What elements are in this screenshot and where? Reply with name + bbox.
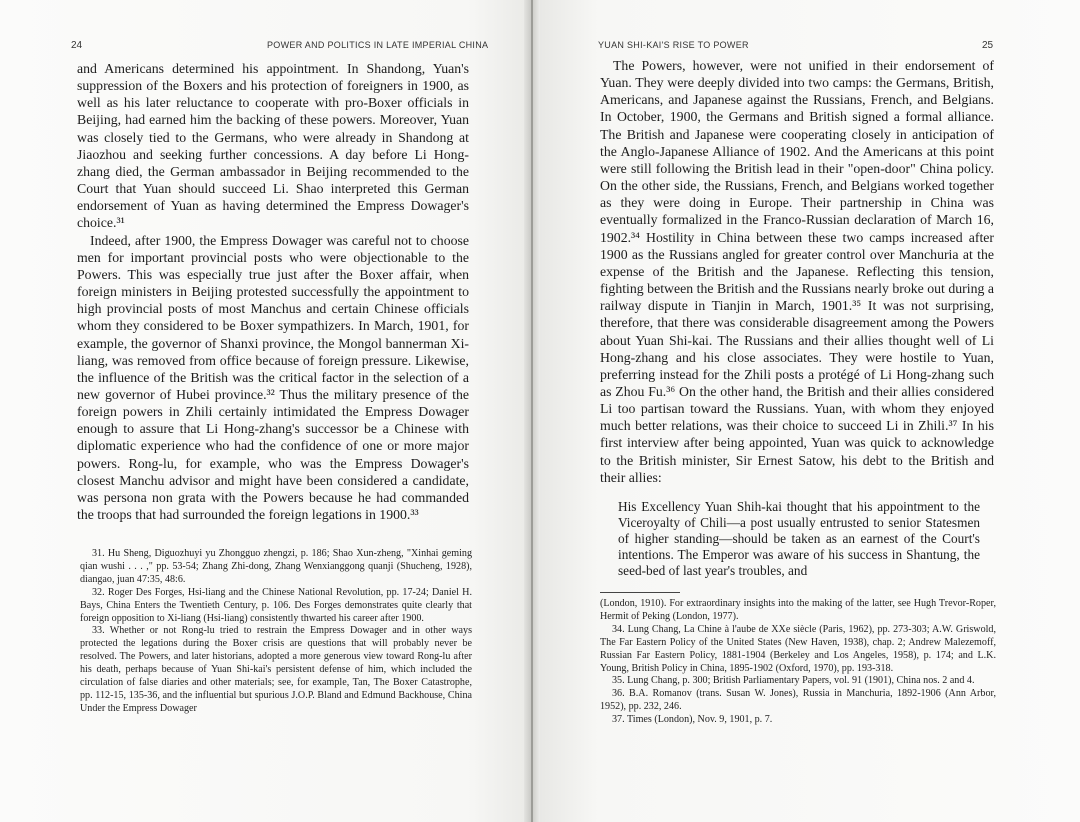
footnote-35: 35. Lung Chang, p. 300; British Parliamentary Papers, vol. 91 (1901), China nos. 2 and 4.	[612, 675, 975, 687]
running-head: YUAN SHI-KAI'S RISE TO POWER	[598, 40, 749, 50]
paragraph: Indeed, after 1900, the Empress Dowager was careful not to choose men for important provincial posts who were objectionable to the Powers. This was especially true just after the Boxer affair, when foreign ministers in Beijing protested successfully the appointment to high provincial posts of most Manchus and certain Chinese officials whom they considered to be Boxer sympathizers. In March, 1901, for example, the governor of Shanxi province, the Mongol bannerman Xi-liang, was removed from office because of foreign pressure. Likewise, the influence of the British was the critical factor in the selection of a new governor of Hubei province.³² Thus the military presence of the foreign powers in Zhili certainly intimidated the Empress Dowager enough to assure that Li Hong-zhang's successor be a Chinese with diplomatic experience who had the confidence of one or more major powers. Rong-lu, for example, who was the Empress Dowager's closest Manchu advisor and might have been considered a candidate, was persona non grata with the Powers because he had commanded the troops that had surrounded the foreign legations in 1900.³³	[77, 232, 469, 523]
page-number: 24	[71, 40, 83, 51]
footnote-34: 34. Lung Chang, La Chine à l'aube de XXe siècle (Paris, 1962), pp. 273-303; A.W. Griswold, The Far Eastern Policy of the United States (New Haven, 1938), chap. 2; Andrew Malezemoff, Russian Far Eastern Policy, 1881-1904 (Berkeley and Los Angeles, 1958), p. 174; and L.K. Young, British Policy in China, 1895-1902 (Oxford, 1970), pp. 193-318.	[600, 623, 996, 674]
main-text	[77, 60, 469, 523]
footnote-continuation: (London, 1910). For extraordinary insights into the making of the latter, see Hugh Trevor-Roper, Hermit of Peking (London, 1977).	[600, 598, 996, 622]
footnotes	[80, 548, 472, 716]
footnote-31: 31. Hu Sheng, Diguozhuyi yu Zhongguo zhengzi, p. 186; Shao Xun-zheng, "Xinhai geming qian wushi . . . ," pp. 53-54; Zhang Zhi-dong, Zhang Wenxianggong quanji (Shucheng, 1928), diangao, juan 47:35, 48:6.	[80, 548, 472, 585]
block-quote-text: His Excellency Yuan Shih-kai thought that his appointment to the Viceroyalty of Chili—a post usually entrusted to senior Statesmen of higher standing—should be taken as an earnest of the Court's intentions. The Emperor was aware of his success in Shantung, the seed-bed of last year's troubles, and	[618, 499, 980, 578]
footnote-37: 37. Times (London), Nov. 9, 1901, p. 7.	[612, 714, 773, 726]
right-page	[532, 0, 1080, 822]
block-quote	[618, 499, 980, 579]
gutter-fold	[531, 0, 533, 822]
paragraph: The Powers, however, were not unified in their endorsement of Yuan. They were deeply divided into two camps: the Germans, British, Americans, and Japanese against the Russians, French, and Belgians. In October, 1900, the Germans and British signed a formal alliance. The British and Japanese were cooperating closely in anticipation of the Anglo-Japanese Alliance of 1902. And the Americans at this point were still following the British lead in their "open-door" China policy. On the other side, the Russians, French, and Belgians worked together as they were doing in Europe. Their partnership in China was eventually formalized in the Franco-Russian declaration of March 16, 1902.³⁴ Hostility in China between these two camps increased after 1900 as the Russians angled for greater control over Manchuria at the expense of the British and the Japanese. Reflecting this tension, fighting between the British and the Russians nearly broke out during a railway dispute in Tianjin in March, 1901.³⁵ It was not surprising, therefore, that there was considerable disagreement among the Powers about Yuan Shi-kai. The Russians and their allies thought well of Li Hong-zhang and his close associates. They were hostile to Yuan, preferring instead for the Zhili posts a protégé of Li Hong-zhang such as Zhou Fu.³⁶ On the other hand, the British and their allies considered Li too partisan toward the Russians. Yuan, with whom they enjoyed much better relations, was their choice to succeed Li in Zhili.³⁷ In his first interview after being appointed, Yuan was quick to acknowledge to the British minister, Sir Ernest Satow, his debt to the British and their allies:	[600, 58, 994, 485]
footnotes	[600, 598, 996, 727]
footnote-rule	[600, 592, 680, 593]
left-page	[0, 0, 532, 822]
footnote-36: 36. B.A. Romanov (trans. Susan W. Jones), Russia in Manchuria, 1892-1906 (Ann Arbor, 1952), pp. 232, 246.	[600, 688, 996, 713]
main-text	[600, 57, 994, 486]
footnote-32: 32. Roger Des Forges, Hsi-liang and the Chinese National Revolution, pp. 17-24; Daniel H. Bays, China Enters the Twentieth Century, p. 106. Des Forges demonstrates quite clearly that foreign opposition to Xi-liang (Hsi-liang) consistently thwarted his career after 1900.	[80, 586, 472, 624]
page-number: 25	[982, 40, 994, 51]
footnote-33: 33. Whether or not Rong-lu tried to restrain the Empress Dowager and in other ways protected the legations during the Boxer crisis are questions that will probably never be resolved. The Powers, and later historians, adopted a more generous view toward Rong-lu after his death, perhaps because of Yuan Shi-kai's persistent defense of him, which included the circulation of false diaries and other materials; see, for example, Tan, The Boxer Catastrophe, pp. 112-15, 135-36, and the influential but spurious J.O.P. Bland and Edmund Backhouse, China Under the Empress Dowager	[80, 625, 472, 714]
paragraph: and Americans determined his appointment. In Shandong, Yuan's suppression of the Boxers and his protection of foreigners in 1900, as well as his later reluctance to cooperate with pro-Boxer officials in Beijing, had earned him the backing of these powers. Moreover, Yuan was closely tied to the Germans, who were already in Shandong at Jiaozhou and seeking further concessions. A day before Li Hong-zhang died, the German ambassador in Beijing recommended to the Court that Yuan should succeed Li. Shao interpreted this German endorsement of Yuan as having determined the Empress Dowager's choice.³¹	[77, 61, 469, 231]
running-head: POWER AND POLITICS IN LATE IMPERIAL CHINA	[267, 40, 489, 50]
